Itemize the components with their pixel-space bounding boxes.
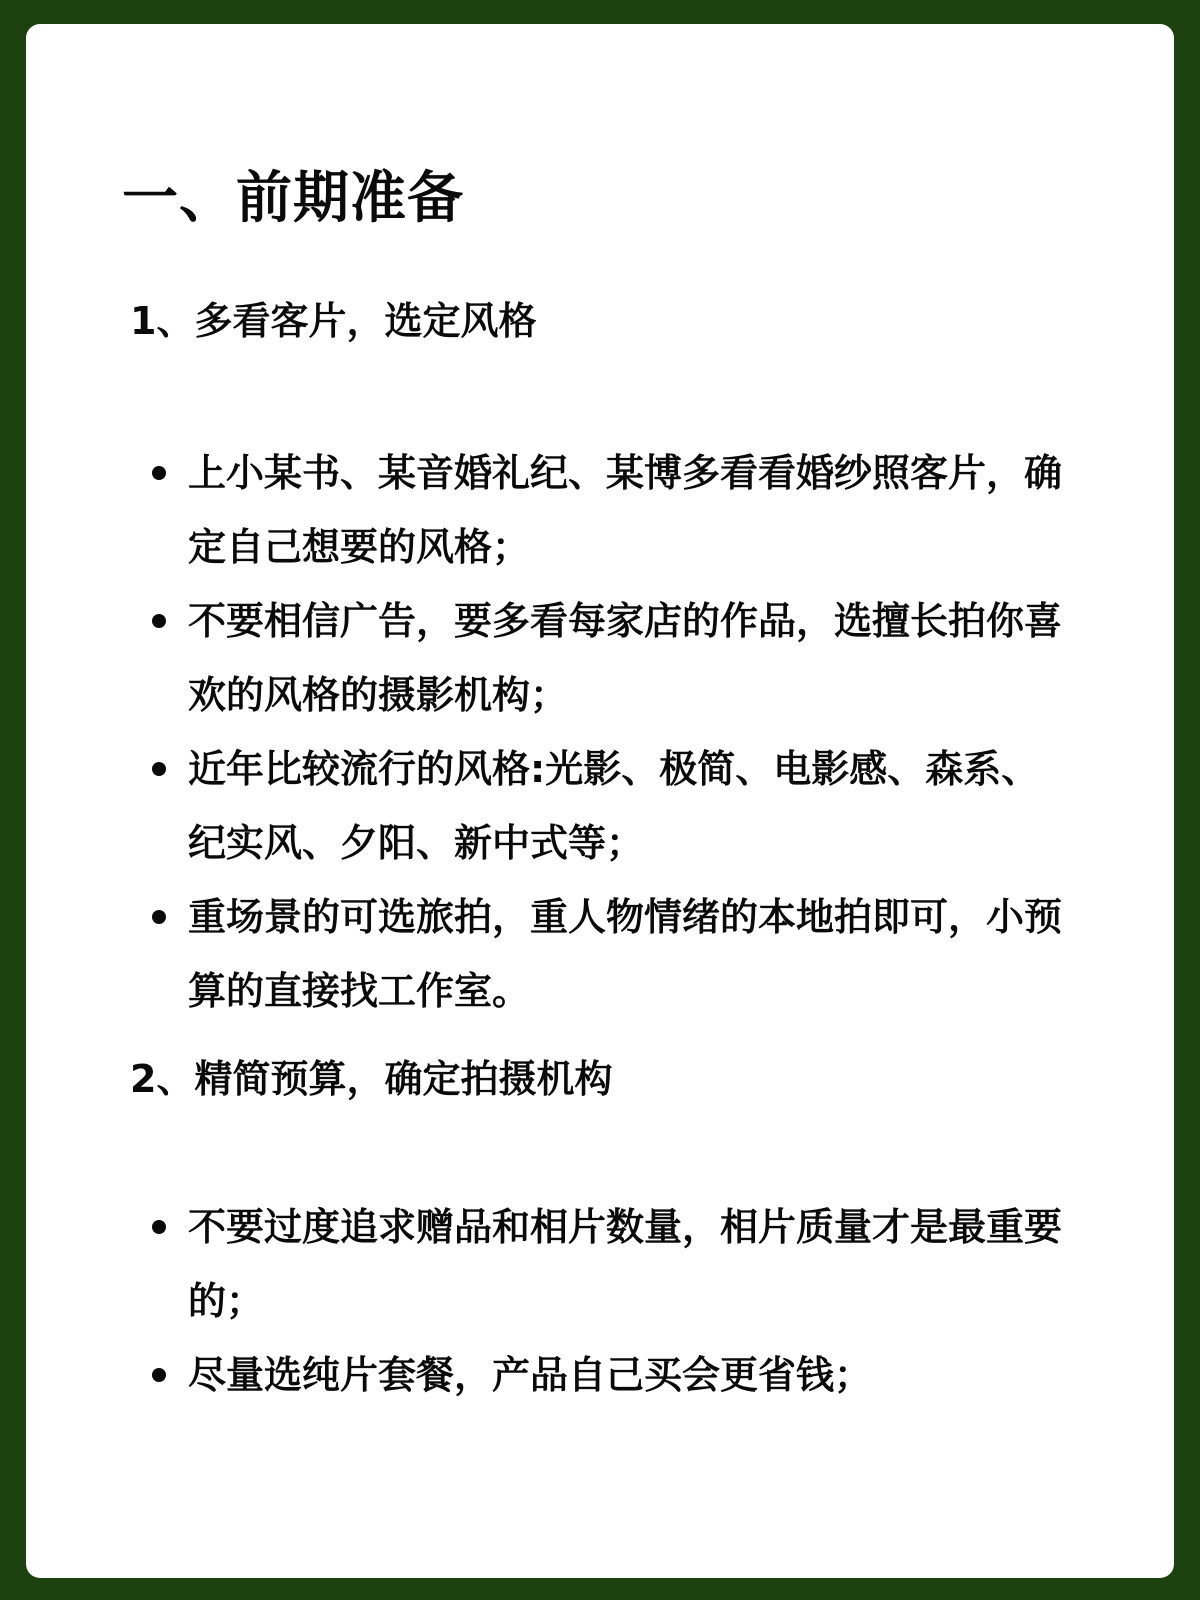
list-item-text: 不要相信广告，要多看每家店的作品，选擅长拍你喜欢的风格的摄影机构； [188, 599, 1063, 717]
bullet-list-1 [188, 436, 1088, 1028]
list-item-text: 不要过度追求赠品和相片数量，相片质量才是最重要的； [188, 1205, 1063, 1323]
list-item-text: 近年比较流行的风格:光影、极简、电影感、森系、 纪实风、夕阳、新中式等； [188, 747, 1040, 865]
list-item [188, 1190, 1088, 1338]
list-item-text: 重场景的可选旅拍，重人物情绪的本地拍即可，小预算的直接找工作室。 [188, 895, 1063, 1013]
bullet-dot-icon [152, 1368, 166, 1382]
section-title: 一、前期准备 [122, 166, 464, 231]
list-item [188, 732, 1088, 880]
subsection-heading-1: 1、多看客片，选定风格 [130, 299, 537, 343]
list-item [188, 584, 1088, 732]
list-item [188, 1338, 1088, 1412]
bullet-dot-icon [152, 910, 166, 924]
list-item-text: 上小某书、某音婚礼纪、某博多看看婚纱照客片，确定自己想要的风格； [188, 451, 1063, 569]
bullet-dot-icon [152, 762, 166, 776]
subsection-heading-2: 2、精简预算，确定拍摄机构 [130, 1057, 613, 1101]
bullet-dot-icon [152, 614, 166, 628]
list-item-text: 尽量选纯片套餐，产品自己买会更省钱； [188, 1353, 873, 1397]
bullet-dot-icon [152, 1220, 166, 1234]
list-item [188, 880, 1088, 1028]
bullet-list-2 [188, 1190, 1088, 1412]
list-item [188, 436, 1088, 584]
bullet-dot-icon [152, 466, 166, 480]
content-card [26, 24, 1174, 1578]
